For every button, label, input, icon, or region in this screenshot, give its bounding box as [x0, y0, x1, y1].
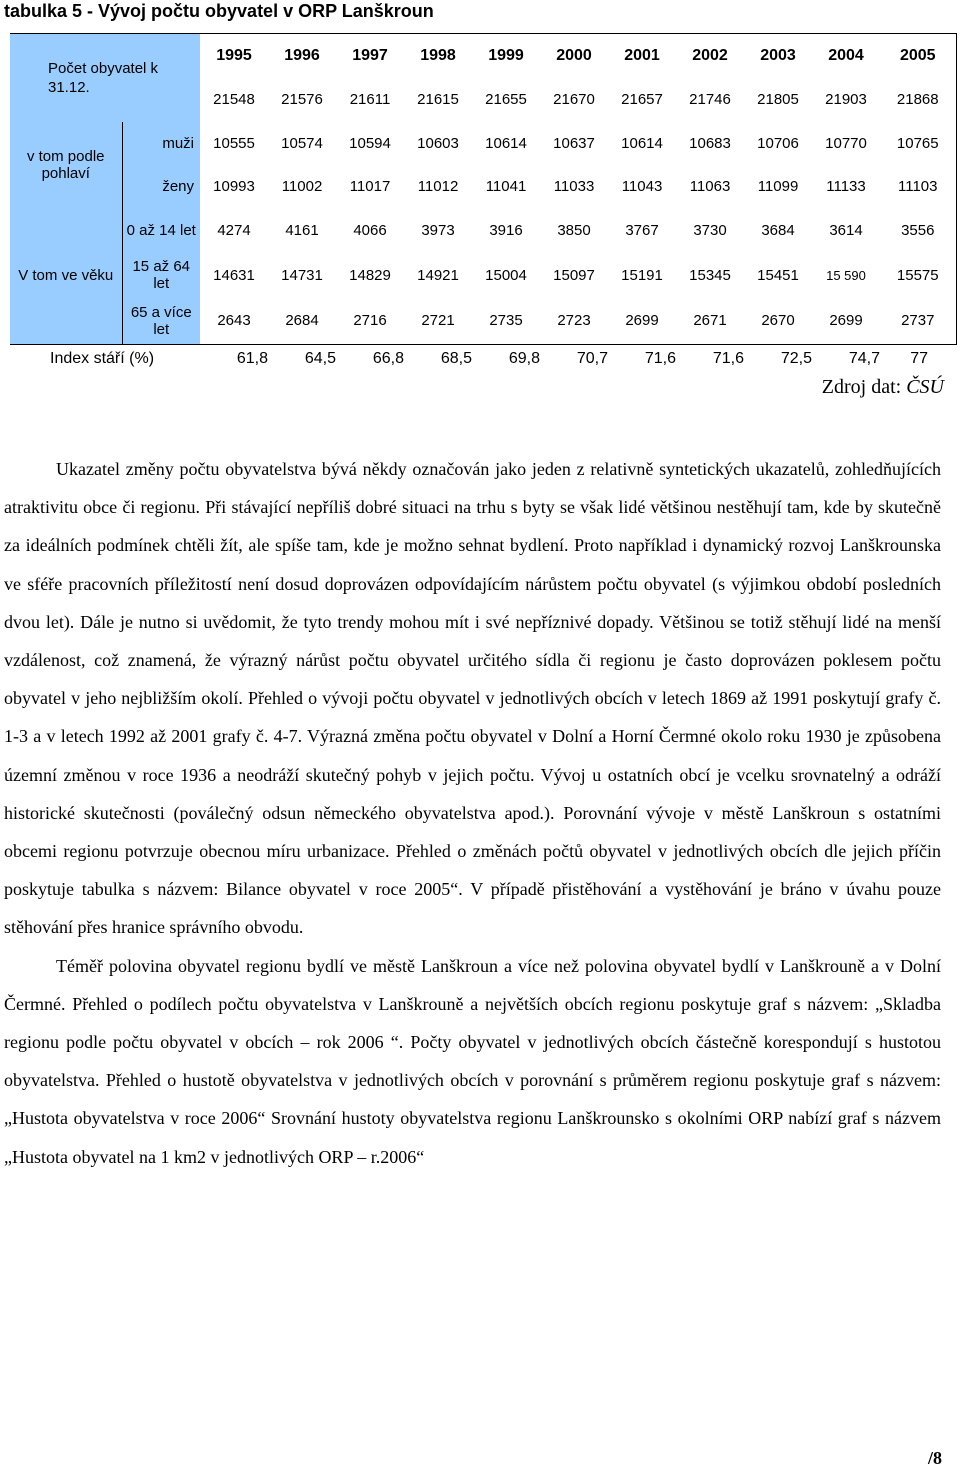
- population-table: [10, 33, 957, 345]
- age2-cell: 15191: [621, 266, 663, 284]
- year-header: 1997: [336, 34, 404, 78]
- age2-cell: 14731: [281, 266, 323, 284]
- year-row: [10, 34, 956, 78]
- year-header: 2001: [608, 34, 676, 78]
- age3-row: [10, 298, 956, 345]
- age1-cell: 3684: [761, 221, 795, 239]
- age1-row: [10, 208, 956, 253]
- age1-cell: 3850: [557, 221, 591, 239]
- total-cell: 21655: [485, 91, 527, 108]
- index-cell: 77: [910, 350, 928, 367]
- women-cell: 11099: [757, 177, 799, 195]
- women-cell: 11063: [689, 177, 731, 195]
- age2-row: [10, 253, 956, 298]
- index-cell: 68,5: [440, 350, 472, 367]
- sex-group-label: v tom podle pohlaví: [10, 122, 122, 208]
- men-cell: 10574: [281, 134, 323, 152]
- total-cell: 21615: [417, 91, 459, 108]
- year-header: 1995: [200, 34, 268, 78]
- women-label: ženy: [122, 165, 200, 208]
- age2-cell: 15 590: [826, 267, 866, 283]
- age2-cell: 15004: [485, 266, 527, 284]
- index-label: Index stáří (%): [50, 350, 155, 367]
- year-header: 2004: [812, 34, 880, 78]
- year-header: 2005: [880, 34, 956, 78]
- age1-cell: 4066: [353, 221, 387, 239]
- age2-cell: 15345: [689, 266, 731, 284]
- total-cell: 21611: [349, 91, 391, 108]
- men-cell: 10765: [880, 122, 956, 165]
- women-cell: 11103: [880, 165, 956, 208]
- index-cell: 71,6: [644, 350, 676, 367]
- index-cell: 66,8: [372, 350, 404, 367]
- women-cell: 11041: [485, 177, 527, 195]
- men-cell: 10614: [485, 134, 527, 152]
- index-cell: 61,8: [236, 350, 268, 367]
- men-label: muži: [122, 122, 200, 165]
- age2-cell: 15097: [553, 266, 595, 284]
- age3-cell: 2699: [608, 298, 676, 345]
- women-cell: 11002: [281, 177, 323, 195]
- data-source: [822, 376, 944, 399]
- age3-cell: 2699: [812, 298, 880, 345]
- men-cell: 10555: [213, 134, 255, 152]
- paragraph: Téměř polovina obyvatel regionu bydlí ve městě Lanškroun a více než polovina obyvatel bydlí v Lanškrouně a v Dolní Čermné. Přehled o podílech počtu obyvatelstva v Lanškrouně a největších obcích regionu poskytuje graf s názvem: „Skladba regionu podle počtu obyvatel v obcích – rok 2006 “. Počty obyvatel v jednotlivých obcích částečně korespondují s hustotou obyvatelstva. Přehled o hustotě obyvatelstva v jednotlivých obcích v porovnání s průměrem regionu poskytuje graf s názvem: „Hustota obyvatelstva v roce 2006“ Srovnání hustoty obyvatelstva regionu Lanškrounsko s okolními ORP nabízí graf s názvem „Hustota obyvatel na 1 km2 v jednotlivých ORP – r.2006“: [4, 955, 941, 1167]
- total-cell: 21746: [689, 91, 731, 108]
- age1-cell: 3730: [693, 221, 727, 239]
- age2-cell: 15451: [757, 266, 799, 284]
- age1-cell: 3916: [489, 221, 523, 239]
- page-number: /8: [927, 1448, 942, 1468]
- women-cell: 11133: [826, 177, 866, 195]
- age2-cell: 14921: [417, 266, 459, 284]
- age3-cell: 2670: [744, 298, 812, 345]
- age1-cell: 3973: [421, 221, 455, 239]
- age1-cell: 3614: [829, 221, 863, 239]
- age3-label: 65 a více let: [122, 298, 200, 345]
- age1-label: 0 až 14 let: [122, 208, 200, 253]
- year-header: 1999: [472, 34, 540, 78]
- index-cell: 64,5: [304, 350, 336, 367]
- index-cell: 74,7: [848, 350, 880, 367]
- paragraph: Ukazatel změny počtu obyvatelstva bývá někdy označován jako jeden z relativně syntetických ukazatelů, zohledňujících atraktivitu obce či regionu. Při stávající nepříliš dobré situaci na trhu s byty se však lidé většinou nestěhují tam, kde by skutečně za ideálních podmínek chtěli žít, ale spíše tam, kde je možno sehnat bydlení. Proto například i dynamický rozvoj Lanškrounska ve sféře pracovních příležitostí není dosud doprovázen odpovídajícím nárůstem počtu obyvatel (s výjimkou období posledních dvou let). Dále je nutno si uvědomit, že tyto trendy mohou mít i své nepříznivé dopady. Většinou se totiž stěhují lidé na menší vzdálenost, což znamená, že výrazný nárůst počtu obyvatel určitého sídla či regionu je často doprovázen poklesem počtu obyvatel v jeho nejbližším okolí. Přehled o vývoji počtu obyvatel v jednotlivých obcích v letech 1869 až 1991 poskytují grafy č. 1-3 a v letech 1992 až 2001 grafy č. 4-7. Výrazná změna počtu obyvatel v Dolní a Horní Čermné okolo roku 1930 je způsobena územní změnou v roce 1936 a neodráží skutečný pohyb v jejich počtu. Vývoj u ostatních obcí je vcelku srovnatelný a odráží historické skutečnosti (poválečný odsun německého obyvatelstva apod.). Porovnání vývoje v městě Lanškroun s ostatními obcemi regionu potvrzuje obecnou míru urbanizace. Přehled o změnách počtů obyvatel v jednotlivých obcích dle jejich příčin poskytuje tabulka s názvem: Bilance obyvatel v roce 2005“. V případě přistěhování a vystěhování je bráno v úvahu pouze stěhování přes hranice správního obvodu.: [4, 459, 941, 938]
- women-cell: 10993: [213, 177, 255, 195]
- women-cell: 11017: [349, 177, 391, 195]
- table-caption: tabulka 5 - Vývoj počtu obyvatel v ORP Lanškroun: [4, 1, 434, 21]
- age1-cell: 4161: [285, 221, 319, 239]
- women-row: [10, 165, 956, 208]
- men-cell: 10706: [757, 134, 799, 152]
- age3-cell: 2716: [336, 298, 404, 345]
- year-header: 1998: [404, 34, 472, 78]
- index-cell: 70,7: [576, 350, 608, 367]
- men-cell: 10614: [621, 134, 663, 152]
- age1-cell: 3767: [625, 221, 659, 239]
- age2-cell: 15575: [880, 253, 956, 298]
- total-cell: 21548: [213, 91, 255, 108]
- age3-cell: 2643: [200, 298, 268, 345]
- men-cell: 10637: [553, 134, 595, 152]
- women-cell: 11012: [417, 177, 459, 195]
- age1-cell: 3556: [880, 208, 956, 253]
- total-cell: 21657: [621, 91, 663, 108]
- age2-label: 15 až 64 let: [122, 253, 200, 298]
- body-text: [4, 450, 941, 1176]
- age2-cell: 14829: [349, 266, 391, 284]
- year-header: 2003: [744, 34, 812, 78]
- index-cell: 71,6: [712, 350, 744, 367]
- total-cell: 21903: [825, 91, 867, 108]
- index-cell: 69,8: [508, 350, 540, 367]
- index-row: [10, 350, 956, 372]
- age3-cell: 2671: [676, 298, 744, 345]
- women-cell: 11033: [553, 177, 595, 195]
- men-row: [10, 122, 956, 165]
- age3-cell: 2723: [540, 298, 608, 345]
- total-cell: 21576: [281, 91, 323, 108]
- age3-cell: 2735: [472, 298, 540, 345]
- men-cell: 10683: [689, 134, 731, 152]
- year-header: 2000: [540, 34, 608, 78]
- total-cell: 21868: [880, 78, 956, 122]
- year-header: 1996: [268, 34, 336, 78]
- index-cell: 72,5: [780, 350, 812, 367]
- age3-cell: 2737: [880, 298, 956, 345]
- men-cell: 10603: [417, 134, 459, 152]
- total-label: Počet obyvatel k 31.12.: [10, 34, 200, 122]
- age2-cell: 14631: [213, 266, 255, 284]
- total-cell: 21805: [757, 91, 799, 108]
- women-cell: 11043: [621, 177, 663, 195]
- men-cell: 10770: [825, 134, 867, 152]
- total-cell: 21670: [553, 91, 595, 108]
- age1-cell: 4274: [217, 221, 251, 239]
- men-cell: 10594: [349, 134, 391, 152]
- source-prefix: Zdroj dat:: [821, 376, 902, 398]
- year-header: 2002: [676, 34, 744, 78]
- source-name: ČSÚ: [906, 376, 944, 398]
- age-group-label: V tom ve věku: [10, 208, 122, 345]
- age3-cell: 2721: [404, 298, 472, 345]
- age3-cell: 2684: [268, 298, 336, 345]
